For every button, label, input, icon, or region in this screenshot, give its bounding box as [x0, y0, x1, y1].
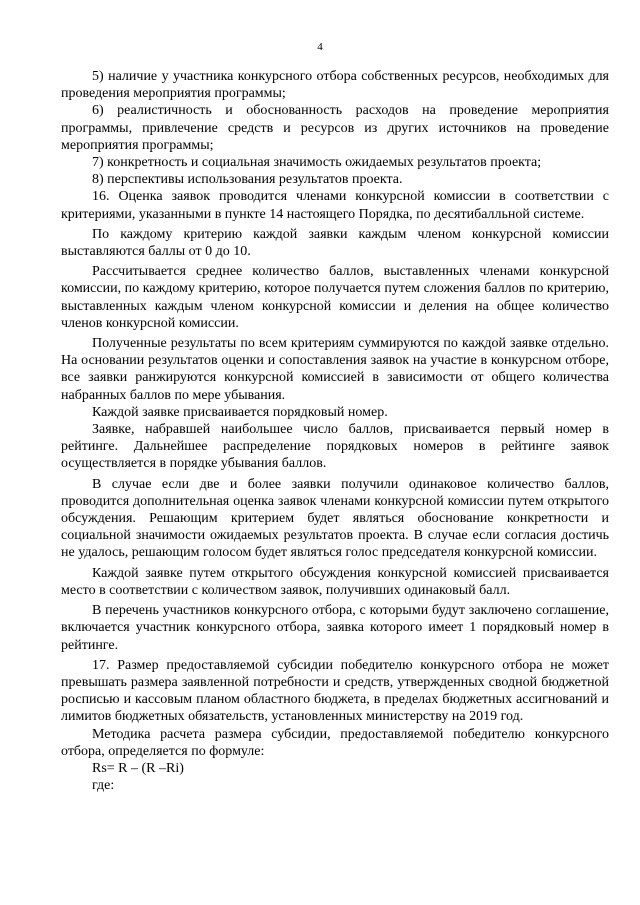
formula: Rs= R – (R –Ri) — [92, 760, 184, 776]
paragraph: Каждой заявке путем открытого обсуждения конкурсной комиссией присваивается место в соответствии с количеством заявок, получивших одинаковый балл. — [61, 565, 609, 598]
paragraph: 5) наличие у участника конкурсного отбора собственных ресурсов, необходимых для проведения мероприятия программы; — [61, 69, 609, 102]
paragraph: 16. Оценка заявок проводится членами конкурсной комиссии в соответствии с критериями, указанными в пункте 14 настоящего Порядка, по десятибалльной системе. — [61, 189, 609, 222]
paragraph: 6) реалистичность и обоснованность расходов на проведение мероприятия программы, привлечение средств и ресурсов из других источников на проведение мероприятия программы; — [61, 103, 609, 153]
paragraph: 7) конкретность и социальная значимость ожидаемых результатов проекта; — [92, 155, 542, 171]
paragraph: Методика расчета размера субсидии, предоставляемой победителю конкурсного отбора, определяется по формуле: — [61, 726, 609, 759]
paragraph: 8) перспективы использования результатов проекта. — [92, 172, 403, 188]
paragraph: Полученные результаты по всем критериям суммируются по каждой заявке отдельно. На основании результатов оценки и сопоставления заявок на участие в конкурсном отборе, все заявки ранжируются конкурсной комиссией в зависимости от общего количества набранных баллов по мере убывания. — [61, 336, 609, 403]
paragraph: Заявке, набравшей наибольшее число баллов, присваивается первый номер в рейтинге. Дальнейшее распределение порядковых номеров в рейтинге заявок осуществляется в порядке убывания баллов. — [61, 422, 609, 472]
page-number: 4 — [317, 41, 323, 53]
paragraph: Рассчитывается среднее количество баллов, выставленных членами конкурсной комиссии, по каждому критерию, которое получается путем сложения баллов по критерию, выставленных каждым членом конкурсной комиссии и деления на общее количество членов конкурсной комиссии. — [61, 264, 609, 331]
paragraph: По каждому критерию каждой заявки каждым членом конкурсной комиссии выставляются баллы от 0 до 10. — [61, 226, 609, 260]
paragraph: В случае если две и более заявки получили одинаковое количество баллов, проводится дополнительная оценка заявок членами конкурсной комиссии путем открытого обсуждения. Решающим критерием будет являться обоснование конкретности и социальной значимости ожидаемых результатов проекта. В случае если согласия достичь не удалось, решающим голосом будет являться голос председателя конкурсной комиссии. — [61, 476, 609, 561]
document-body — [61, 68, 609, 794]
paragraph: 17. Размер предоставляемой субсидии победителю конкурсного отбора не может превышать размера заявленной потребности и средств, утвержденных сводной бюджетной росписью и кассовым планом областного бюджета, в пределах бюджетных ассигнований и лимитов бюджетных обязательств, установленных министерству на 2019 год. — [61, 657, 609, 725]
where-label: где: — [92, 778, 115, 794]
paragraph: В перечень участников конкурсного отбора, с которыми будут заключено соглашение, включается участник конкурсного отбора, заявка которого имеет 1 порядковый номер в рейтинге. — [61, 603, 609, 653]
paragraph: Каждой заявке присваивается порядковый номер. — [92, 404, 388, 420]
